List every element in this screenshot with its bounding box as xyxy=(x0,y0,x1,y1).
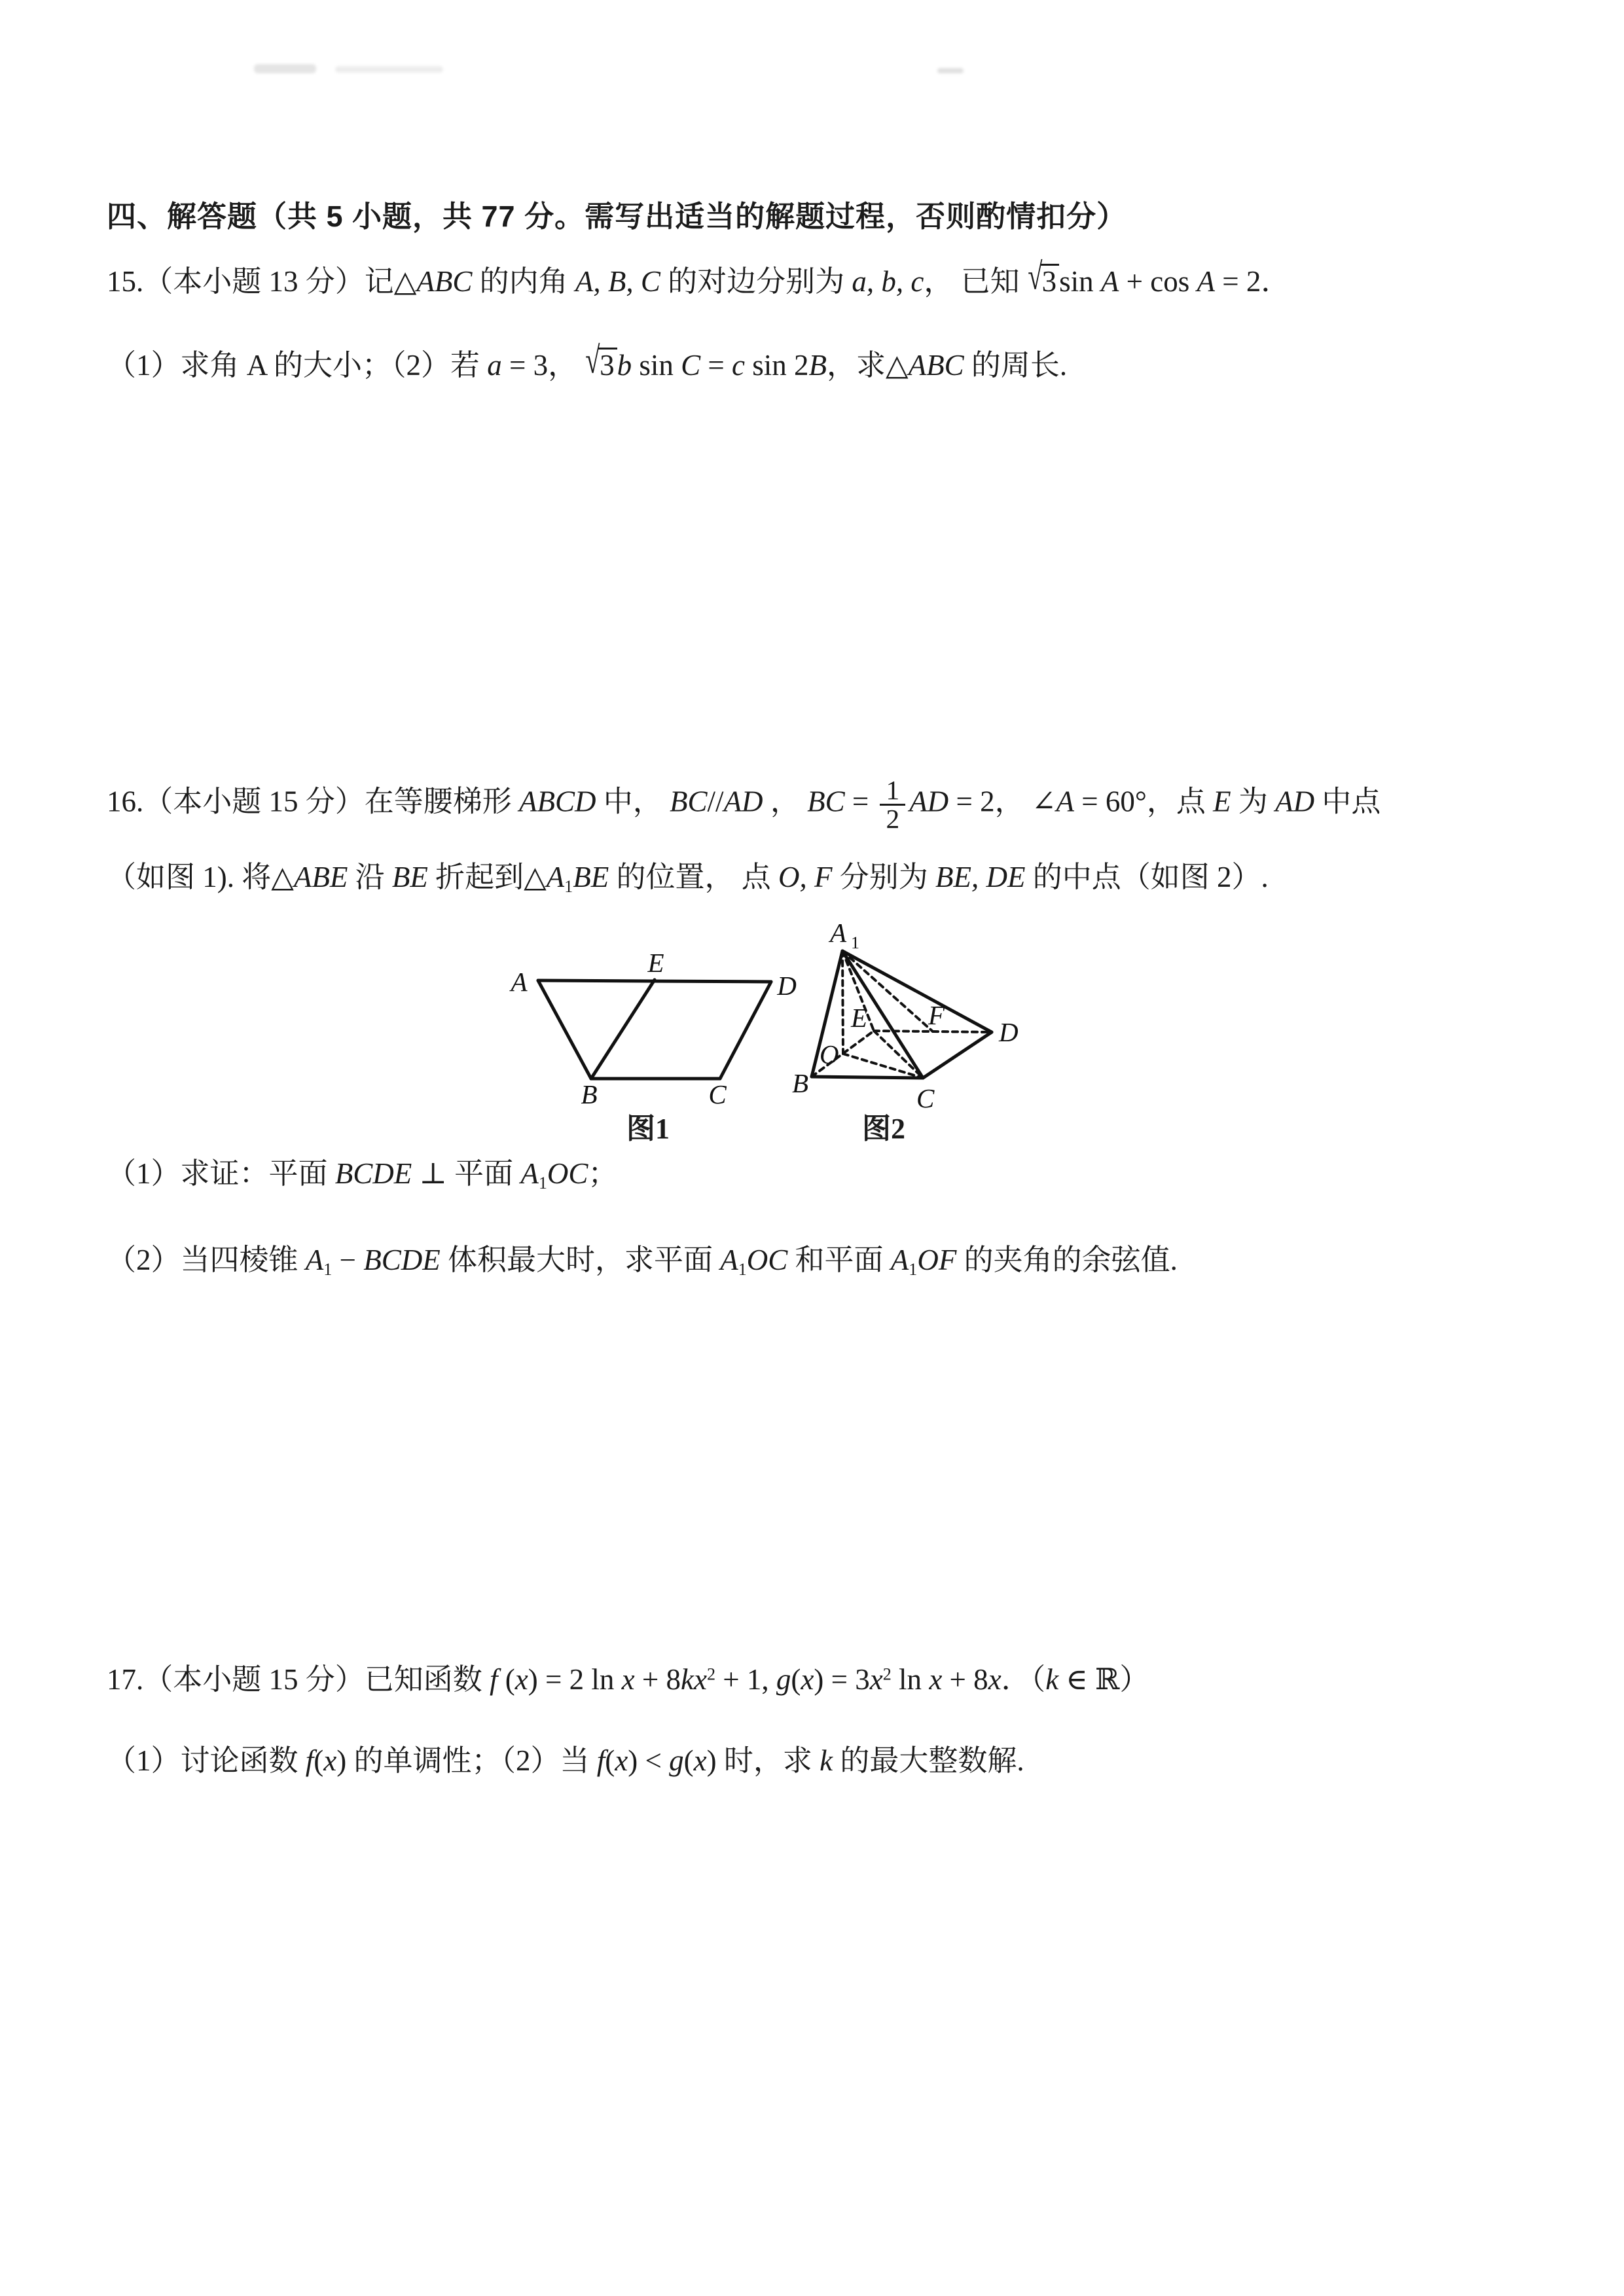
vertex-label-A: A xyxy=(511,967,528,997)
edge-CD xyxy=(720,982,771,1079)
figure-2-caption: 图2 xyxy=(862,1113,905,1145)
problem-17-statement: 17.（本小题 15 分）已知函数 f (x) = 2 $\ln x + 8kx^2 + 1$, $g(x) = 3x^2$ ln x + 8x．（k ∈ ℝ） xyxy=(107,1663,1149,1696)
scan-artifact xyxy=(254,64,316,73)
problem-16-statement-line2: （如图 1). 将△ABE 沿 BE 折起到△A1BE 的位置， 点 O, F 分别为 BE, DE 的中点（如图 2）. xyxy=(107,861,1269,896)
figure-2-pyramid xyxy=(772,920,1047,1116)
vertex-label-F: F xyxy=(928,1000,945,1030)
problem-16-part2: （2）当四棱锥 A1 − BCDE 体积最大时，求平面 A1OC 和平面 A1OF 的夹角的余弦值. xyxy=(107,1244,1178,1279)
vertex-label-B: B xyxy=(792,1068,809,1098)
vertex-label-E: E xyxy=(851,1003,868,1033)
trapezoid-edges xyxy=(538,980,771,1079)
vertex-label-A1: A xyxy=(830,918,847,948)
segment-EB xyxy=(591,980,655,1079)
vertex-label-C: C xyxy=(708,1079,727,1109)
vertex-label-D: D xyxy=(999,1017,1019,1047)
problem-15-parts: （1）求角 A 的大小；（2）若 a = 3， √3b sin C = c sin 2B，求△ABC 的周长. xyxy=(107,339,1068,382)
figure-1-trapezoid xyxy=(497,936,812,1109)
figure-1-svg xyxy=(497,936,812,1109)
edge-AB xyxy=(538,980,591,1079)
figure-1-caption: 图1 xyxy=(626,1113,670,1145)
section-header: 四、解答题（共 5 小题，共 77 分。需写出适当的解题过程，否则酌情扣分） xyxy=(107,200,1127,233)
vertex-label-A1-subscript: 1 xyxy=(851,933,859,952)
vertex-label-E: E xyxy=(647,948,664,978)
figure-2-svg xyxy=(772,920,1047,1116)
vertex-label-C: C xyxy=(916,1083,935,1113)
scan-artifact xyxy=(937,68,964,73)
vertex-label-D: D xyxy=(777,971,797,1001)
trapezoid-vertex-labels xyxy=(509,948,796,1109)
problem-16-part1: （1）求证：平面 BCDE ⊥ 平面 A1OC； xyxy=(107,1157,618,1193)
edge-CD xyxy=(923,1032,992,1078)
problem-15-statement: 15.（本小题 13 分）记△ABC 的内角 A, B, C 的对边分别为 a, b, c， 已知 √3sin A + cos A = 2． xyxy=(107,255,1291,298)
problem-16-statement-line1: 16.（本小题 15 分）在等腰梯形 ABCD 中， BC//AD ， BC = $\frac{1}{2}$ AD = 2， ∠A = 60°，点 E 为 AD 中点 xyxy=(107,775,1381,834)
vertex-label-O: O xyxy=(820,1039,839,1069)
problem-17-parts: （1）讨论函数 f(x) 的单调性；（2）当 f(x) < g(x) 时，求 k 的最大整数解. xyxy=(107,1744,1024,1777)
edge-BC xyxy=(812,1077,923,1078)
segment-A1O xyxy=(842,951,843,1054)
scan-artifact xyxy=(335,66,443,73)
vertex-label-B: B xyxy=(581,1079,598,1109)
